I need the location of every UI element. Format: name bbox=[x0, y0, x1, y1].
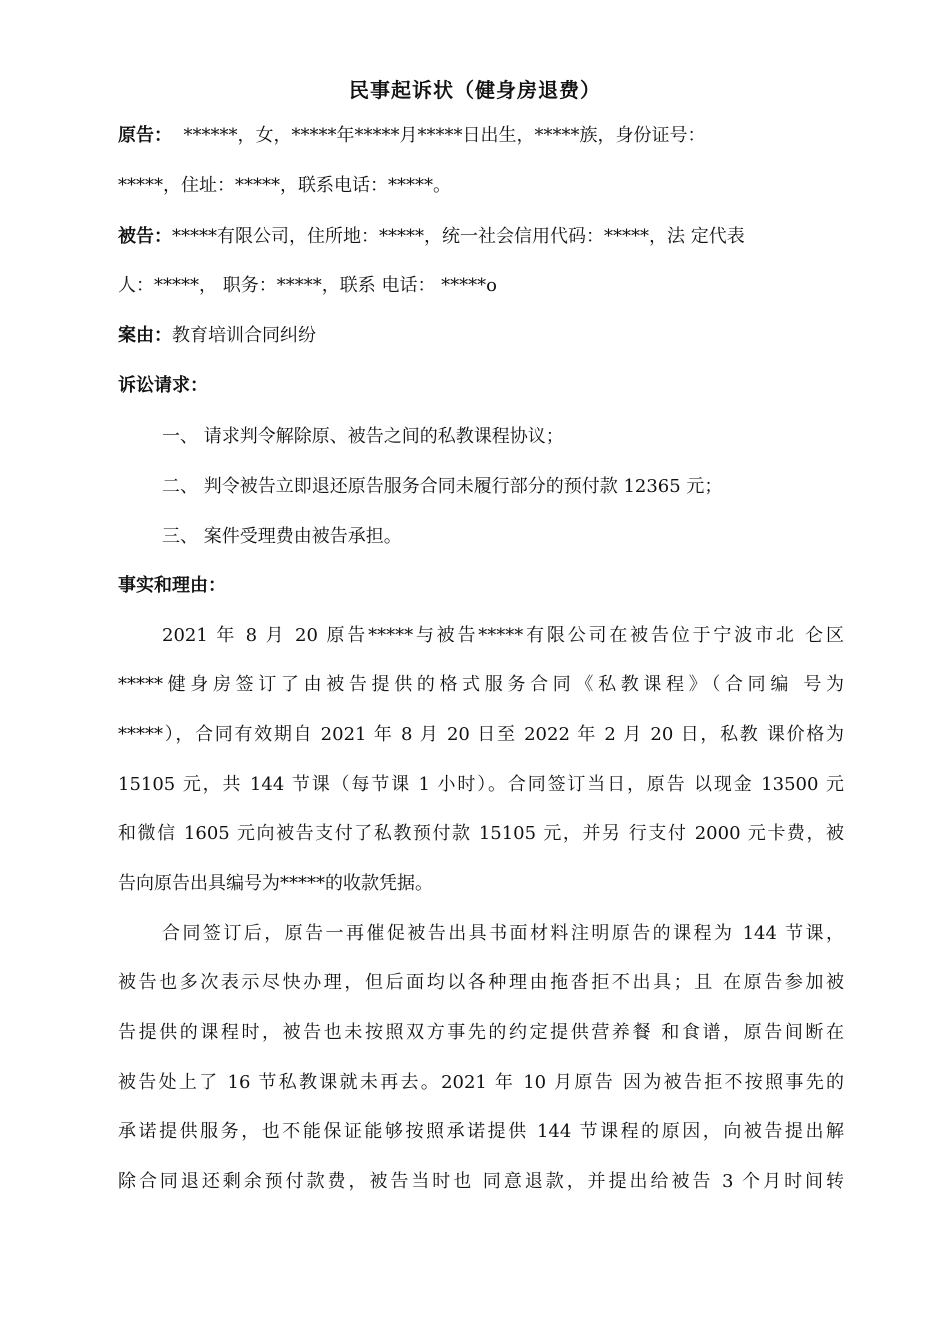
claims-heading: 诉讼请求： bbox=[118, 375, 208, 396]
plaintiff-text-1: ******，女，*****年*****月*****日出生，*****族，身份证号： bbox=[183, 125, 706, 146]
facts-para2-line: 合同签订后，原告一再催促被告出具书面材料注明原告的课程为 144 节课， bbox=[162, 923, 844, 944]
defendant-line-1 bbox=[118, 221, 844, 253]
facts-para1-line: *****），合同有效期自 2021 年 8 月 20 日至 2022 年 2 月 20 日，私教 课价格为 bbox=[118, 724, 844, 745]
facts-para2-line: 被告也多次表示尽快办理，但后面均以各种理由拖沓拒不出具；且 在原告参加被 bbox=[118, 972, 844, 993]
facts-para1-line: 2021 年 8 月 20 原告*****与被告*****有限公司在被告位于宁波市北 仑区 bbox=[162, 625, 844, 646]
cause-label: 案由： bbox=[118, 325, 172, 346]
facts-para1-line: 15105 元，共 144 节课（每节课 1 小时）。合同签订当日，原告 以现金 13500 元 bbox=[118, 774, 844, 795]
facts-para2-line: 告提供的课程时，被告也未按照双方事先的约定提供营养餐 和食谱，原告间断在 bbox=[118, 1022, 844, 1043]
cause-text: 教育培训合同纠纷 bbox=[172, 325, 316, 346]
claim-item-2: 二、 判令被告立即退还原告服务合同未履行部分的预付款 12365 元； bbox=[162, 476, 723, 497]
defendant-line-2: 人：*****， 职务：*****，联系 电话： *****o bbox=[118, 275, 498, 296]
facts-para2-line: 承诺提供服务，也不能保证能够按照承诺提供 144 节课程的原因，向被告提出解 bbox=[118, 1121, 844, 1142]
facts-para1-line: *****健身房签订了由被告提供的格式服务合同《私教课程》（合同编 号为 bbox=[118, 674, 844, 695]
claim-item-1: 一、 请求判令解除原、被告之间的私教课程协议； bbox=[162, 426, 564, 447]
facts-para2-line: 除合同退还剩余预付款费，被告当时也 同意退款，并提出给被告 3 个月时间转 bbox=[118, 1171, 844, 1192]
facts-heading: 事实和理由： bbox=[118, 575, 226, 596]
document-title: 民事起诉状（健身房退费） bbox=[349, 78, 601, 102]
cause-line bbox=[118, 320, 844, 352]
claim-item-3: 三、 案件受理费由被告承担。 bbox=[162, 526, 402, 547]
facts-para1-line: 和微信 1605 元向被告支付了私教预付款 15105 元，并另 行支付 2000 元卡费，被 bbox=[118, 823, 844, 844]
facts-para2-line: 被告处上了 16 节私教课就未再去。2021 年 10 月原告 因为被告拒不按照事先的 bbox=[118, 1072, 844, 1093]
defendant-text-1: *****有限公司，住所地：*****，统一社会信用代码：*****，法 定代表 bbox=[172, 226, 745, 247]
defendant-label: 被告： bbox=[118, 226, 172, 247]
plaintiff-line-1 bbox=[118, 120, 844, 152]
plaintiff-line-2: *****，住址：*****，联系电话：*****。 bbox=[118, 175, 451, 196]
plaintiff-label: 原告： bbox=[118, 125, 172, 146]
facts-para1-line: 告向原告出具编号为*****的收款凭据。 bbox=[118, 873, 433, 894]
